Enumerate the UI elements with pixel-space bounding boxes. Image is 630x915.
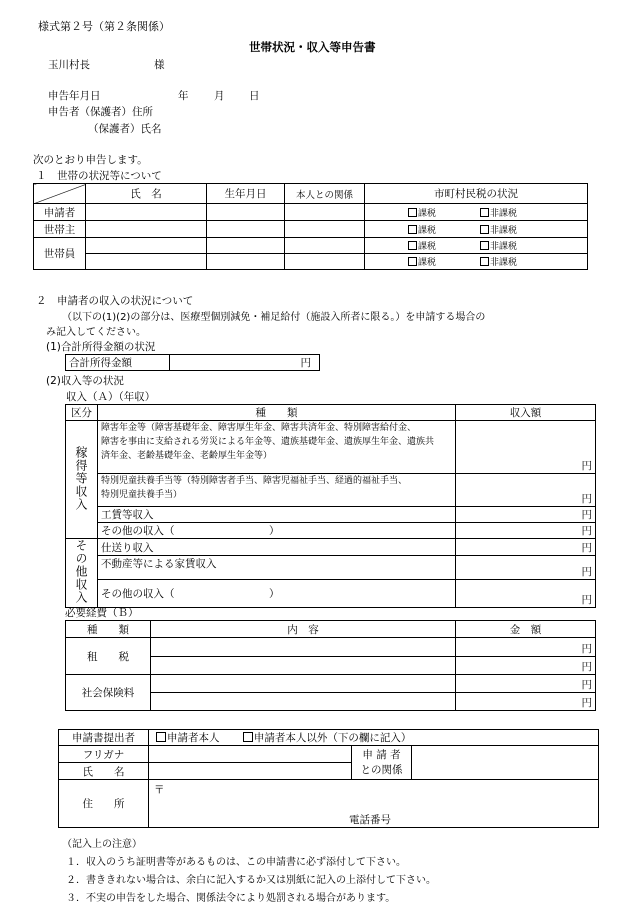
col-expense-amount: 金 額 [456, 621, 596, 638]
yen-label: 円 [300, 357, 311, 369]
furigana-field[interactable] [149, 746, 352, 763]
untaxed-checkbox[interactable]: 非課税 [480, 258, 517, 268]
allowance-amount-field[interactable]: 円 [456, 474, 596, 507]
relation-field[interactable] [412, 746, 599, 780]
date-label: 申告年月日 [48, 90, 101, 102]
subsection2-title: (2)収入等の状況 [46, 375, 124, 387]
householder-name-cell[interactable] [86, 221, 207, 238]
col-expense-content: 内 容 [151, 621, 456, 638]
declarant-address-label: 申告者（保護者）住所 [48, 106, 153, 118]
householder-relation-cell[interactable] [285, 221, 365, 238]
relation-label: 申 請 者 との関係 [352, 746, 412, 780]
total-income-label: 合計所得金額 [66, 355, 170, 371]
day-label: 日 [249, 90, 260, 102]
row-householder: 世帯主 [34, 221, 86, 238]
col-relation: 本人との関係 [285, 184, 365, 204]
other-income2-row: その他の収入（ ） [98, 579, 456, 607]
self-checkbox[interactable]: 申請者本人 [156, 732, 220, 744]
earned-income-label: 稼得等収入 [66, 421, 98, 539]
applicant-birth-cell[interactable] [207, 204, 285, 221]
member2-birth-cell[interactable] [207, 254, 285, 270]
col-name: 氏 名 [86, 184, 207, 204]
col-birthdate: 生年月日 [207, 184, 285, 204]
submitter-options [149, 730, 599, 746]
member2-tax-cell [365, 254, 588, 270]
section2-note-line2: み記入してください。 [46, 327, 146, 338]
intro-text: 次のとおり申告します。 [33, 154, 148, 166]
member2-relation-cell[interactable] [285, 254, 365, 270]
member1-relation-cell[interactable] [285, 238, 365, 254]
section1-title: １ 世帯の状況等について [36, 170, 162, 182]
taxed-checkbox[interactable]: 課税 [408, 242, 436, 252]
postal-mark: 〒 [154, 784, 165, 796]
note-item-3: ３．不実の申告をした場合、関係法令により処罰される場合があります。 [66, 893, 396, 904]
tax-label: 租 税 [66, 638, 151, 675]
section2-note-line1: （以下の(1)(2)の部分は、医療型個別減免・補足給付（施設入所者に限る。）を申請する場合の [62, 312, 486, 323]
tax-content-field-2[interactable] [151, 657, 456, 675]
applicant-relation-cell[interactable] [285, 204, 365, 221]
submitter-table [58, 729, 599, 828]
col-expense-kind: 種 類 [66, 621, 151, 638]
col-kind: 種 類 [98, 405, 456, 421]
social-amount-field-1[interactable]: 円 [456, 675, 596, 693]
expense-table [65, 620, 596, 711]
social-insurance-label: 社会保険料 [66, 675, 151, 711]
householder-birth-cell[interactable] [207, 221, 285, 238]
addressee-honorific: 様 [154, 59, 165, 71]
tax-amount-field-2[interactable]: 円 [456, 657, 596, 675]
row-member: 世帯員 [34, 238, 86, 270]
subsection1-title: (1)合計所得金額の状況 [46, 341, 156, 353]
expense-b-title: 必要経費（Ｂ） [65, 607, 139, 619]
declarant-name-label: （保護者）氏名 [88, 123, 162, 135]
month-label: 月 [214, 90, 225, 102]
name-label: 氏 名 [59, 763, 149, 780]
other-category-label: その他収入 [66, 539, 98, 608]
member2-name-cell[interactable] [86, 254, 207, 270]
address-label: 住 所 [59, 780, 149, 828]
member1-name-cell[interactable] [86, 238, 207, 254]
tax-amount-field-1[interactable]: 円 [456, 638, 596, 657]
applicant-tax-cell [365, 204, 588, 221]
notes-title: （記入上の注意） [62, 839, 142, 850]
wages-amount-field[interactable]: 円 [456, 507, 596, 523]
applicant-name-cell[interactable] [86, 204, 207, 221]
address-field[interactable] [149, 780, 599, 828]
addressee: 玉川村長 [48, 59, 90, 71]
tax-content-field[interactable] [151, 638, 456, 657]
col-category: 区分 [66, 405, 98, 421]
rent-amount-field[interactable]: 円 [456, 556, 596, 580]
furigana-label: フリガナ [59, 746, 149, 763]
taxed-checkbox[interactable]: 課税 [408, 226, 436, 236]
name-field[interactable] [149, 763, 352, 780]
income-table [65, 404, 596, 608]
header-corner [34, 184, 86, 204]
household-table [33, 183, 588, 270]
page-title: 世帯状況・収入等申告書 [249, 40, 376, 54]
col-tax-status: 市町村民税の状況 [365, 184, 588, 204]
form-number: 様式第２号（第２条関係） [38, 20, 170, 33]
note-item-1: １．収入のうち証明書等があるものは、この申請書に必ず添付して下さい。 [66, 857, 406, 868]
social-content-field-2[interactable] [151, 693, 456, 711]
taxed-checkbox[interactable]: 課税 [408, 258, 436, 268]
col-income-amount: 収入額 [456, 405, 596, 421]
allowance-row: 特別児童扶養手当等（特別障害者手当、障害児福祉手当、経過的福祉手当、 特別児童扶養手当） [98, 474, 456, 507]
section2-title: ２ 申請者の収入の状況について [36, 295, 194, 307]
untaxed-checkbox[interactable]: 非課税 [480, 242, 517, 252]
taxed-checkbox[interactable]: 課税 [408, 209, 436, 219]
row-applicant: 申請者 [34, 204, 86, 221]
pension-amount-field[interactable]: 円 [456, 421, 596, 474]
other-checkbox[interactable]: 申請者本人以外（下の欄に記入） [243, 732, 412, 744]
total-income-field[interactable] [170, 355, 320, 371]
pension-row: 障害年金等（障害基礎年金、障害厚生年金、障害共済年金、特別障害給付金、 障害を事由に支給される労災による年金等、遺族基礎年金、遺族厚生年金、遺族共 済年金、老齢基礎年金、老齢厚生年金等） [98, 421, 456, 474]
other-income-amount-field[interactable]: 円 [456, 523, 596, 539]
member1-tax-cell [365, 238, 588, 254]
total-income-table [65, 354, 320, 371]
wages-row: 工賃等収入 [98, 507, 456, 523]
submitter-label: 申請書提出者 [59, 730, 149, 746]
householder-tax-cell [365, 221, 588, 238]
other-income2-amount-field[interactable]: 円 [456, 579, 596, 607]
untaxed-checkbox[interactable]: 非課税 [480, 226, 517, 236]
untaxed-checkbox[interactable]: 非課税 [480, 209, 517, 219]
other-income-row: その他の収入（ ） [98, 523, 456, 539]
remittance-row: 仕送り収入 [98, 539, 456, 556]
member1-birth-cell[interactable] [207, 238, 285, 254]
year-label: 年 [178, 90, 189, 102]
social-content-field[interactable] [151, 675, 456, 693]
social-amount-field-2[interactable]: 円 [456, 693, 596, 711]
remittance-amount-field[interactable]: 円 [456, 539, 596, 556]
rent-row: 不動産等による家賃収入 [98, 556, 456, 580]
phone-label: 電話番号 [349, 814, 391, 826]
note-item-2: ２．書ききれない場合は、余白に記入するか又は別紙に記入の上添付して下さい。 [66, 875, 436, 886]
income-a-title: 収入（Ａ）（年収） [66, 391, 156, 403]
